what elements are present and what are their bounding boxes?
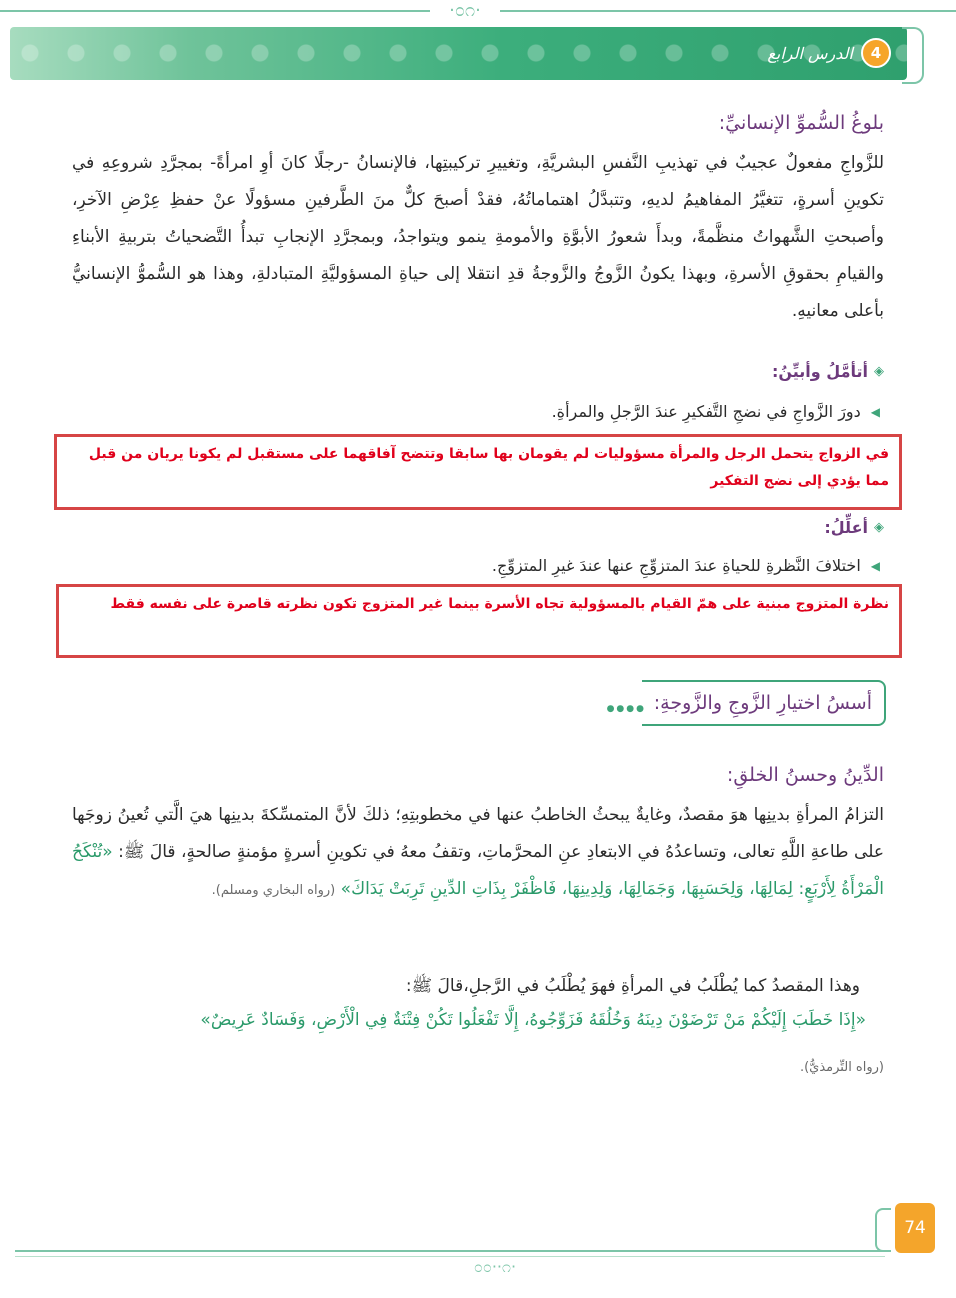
section-dots-icon: ●●●●	[606, 704, 646, 714]
footer-bracket	[875, 1208, 891, 1252]
lesson-badge	[767, 38, 891, 68]
reflect-bullet	[552, 402, 880, 421]
section-heading-human-elevation: بلوغُ السُّموِّ الإنسانيِّ:	[718, 112, 884, 134]
explain-answer-box: نظرة المتزوج مبنية على همّ القيام بالمسؤولية تجاه الأسرة بينما غير المتزوج تكون نظرته قاصرة على نفسه فقط	[56, 584, 902, 658]
hadith-1-source: (رواه البخاري ومسلم).	[211, 883, 336, 898]
man-paragraph: وهذا المقصدُ كما يُطْلَبُ في المرأةِ فهوَ يُطْلَبُ في الرَّجلِ،قالَ ﷺ:	[405, 976, 860, 996]
hadith-2-source: (رواه التِّرمذيُّ).	[799, 1060, 884, 1075]
reflect-heading-text: أتأمَّلُ وأبيِّنُ:	[771, 362, 868, 381]
diamond-icon: ◈	[874, 364, 884, 379]
hadith-1: «تُنْكَحُ الْمَرْأَةُ لِأَرْبَعٍ: لِمَالِهَا، وَلِحَسَبِهَا، وَجَمَالِهَا، وَلِدِينِهَا، فَاظْفَرْ بِذَاتِ الدِّينِ تَرِبَتْ يَدَاكَ»	[72, 842, 884, 899]
explain-heading-text: أعلِّلُ:	[824, 518, 868, 537]
footer-ornament-icon: ·೦೦··೧	[440, 1257, 550, 1277]
section-tab-spouse-selection	[642, 680, 886, 726]
section-paragraph: للزَّواجِ مفعولٌ عجيبٌ في تهذيبِ النَّفسِ البشريَّةِ، وتغييرِ تركيبتِها، فالإنسانُ -رجلًا كانَ أوِ امرأةً- بمجرَّدِ شروعِهِ في تكوينِ أسرةٍ، تتغيَّرُ المفاهيمُ لديهِ، وتتبدَّلُ اهتماماتُهُ، فقدْ أصبحَ كلٌّ منَ الطَّرفينِ مسؤولًا عنْ حفظِ عِرْضِ الآخرِ، وأصبحتِ الشَّهواتُ منظَّمةً، وبدأَ شعورُ الأبوَّةِ والأمومةِ ينمو ويتواجدُ، وبمجرَّدِ الإنجابِ تبدأُ التَّضحياتُ بتربيةِ الأبناءِ والقيامِ بحقوقِ الأسرةِ، وبهذا يكونُ الزَّوجُ والزَّوجةُ قدِ انتقلا إلى حياةِ المسؤوليَّةِ المتبادلةِ، وهذا هو السُّموُّ الإنسانيُّ بأعلى معانيهِ.	[72, 153, 884, 321]
religion-paragraph-text: التزامُ المرأةِ بدينِها هوَ مقصدٌ، وغايةٌ يبحثُ الخاطبُ عنها في مخطوبتِهِ؛ ذلكَ لأنَّ المتمسِّكةَ بدينِها هيَ الَّتي تُعينُ زوجَها على طاعةِ اللَّهِ تعالى، وتساعدُهُ في الابتعادِ عنِ المحرَّماتِ، وتقفُ معهُ في تكوينِ أسرةٍ مؤمنةٍ صالحةٍ، قالَ ﷺ:	[72, 805, 885, 862]
diamond-icon: ◈	[874, 520, 884, 535]
explain-bullet	[492, 556, 880, 575]
bullet-arrow-icon: ◀	[870, 558, 880, 573]
lesson-label: الدرس الرابع	[767, 43, 853, 63]
top-ornament-icon: ·೦೧·	[430, 0, 500, 20]
explain-bullet-text: اختلافَ النَّظرةِ للحياةِ عندَ المتزوِّجِ عنها عندَ غيرِ المتزوِّجِ.	[491, 556, 861, 575]
sub-heading-religion-character: الدِّينُ وحسنُ الخلقِ:	[726, 764, 884, 786]
reflect-heading	[772, 362, 884, 381]
reflect-bullet-text: دورَ الزَّواجِ في نضجِ التَّفكيرِ عندَ الرَّجلِ والمرأةِ.	[551, 402, 861, 421]
reflect-answer-box: في الزواج يتحمل الرجل والمرأة مسؤوليات لم يقومان بها سابقا وتتضح آفاقهما على مستقبل لم يكونا يريان من قبل مما يؤدي إلى نضج التفكير	[54, 434, 902, 510]
hadith-2: «إِذَا خَطَبَ إِلَيْكُمْ مَنْ تَرْضَوْنَ دِينَهُ وَخُلُقَهُ فَزَوِّجُوهُ، إِلَّا تَفْعَلُوا تَكُنْ فِتْنَةٌ فِي الْأَرْضِ، وَفَسَادٌ عَرِيضٌ»	[200, 1010, 866, 1030]
bullet-arrow-icon: ◀	[870, 404, 880, 419]
section-tab-title: أسسُ اختيارِ الزَّوجِ والزَّوجةِ:	[653, 692, 872, 714]
religion-paragraph	[72, 797, 884, 909]
page-number: 74	[895, 1203, 935, 1253]
footer-line	[15, 1250, 885, 1252]
explain-heading	[824, 518, 884, 537]
header-bracket	[902, 27, 924, 84]
lesson-number: 4	[861, 38, 891, 68]
